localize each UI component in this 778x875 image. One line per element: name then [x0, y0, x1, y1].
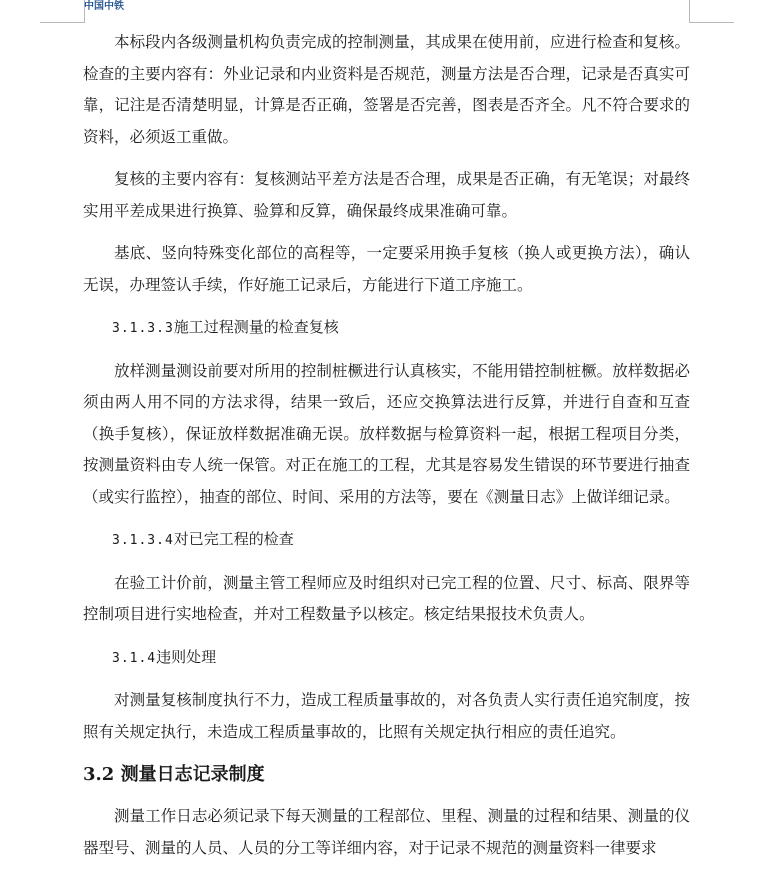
crop-mark-right-horizontal — [690, 22, 734, 23]
subheading-number: 3.1.4 — [112, 650, 157, 666]
paragraph-acceptance-inspection: 在验工计价前，测量主管工程师应及时组织对已完工程的位置、尺寸、标高、限界等控制项目进行实地检查，并对工程数量予以核定。核定结果报技术负责人。 — [83, 573, 690, 623]
subheading-text: 施工过程测量的检查复核 — [173, 318, 339, 336]
section-title-survey-log: 3.2 测量日志记录制度 — [83, 764, 265, 785]
header-logo: 中国中铁 — [84, 1, 124, 12]
subheading-completed-works-check — [83, 524, 690, 557]
subheading-violation-handling — [83, 642, 690, 675]
paragraph-control-survey-check: 本标段内各级测量机构负责完成的控制测量，其成果在使用前，应进行检查和复核。检查的主要内容有：外业记录和内业资料是否规范，测量方法是否合理，记录是否真实可靠，记注是否清楚明显，计算是否正确，签署是否完善，图表是否齐全。凡不符合要求的资料，必须返工重做。 — [83, 33, 690, 146]
crop-mark-left-horizontal — [40, 22, 84, 23]
paragraph-staking-survey: 放样测量测设前要对所用的控制桩橛进行认真核实，不能用错控制桩橛。放样数据必须由两人用不同的方法求得，结果一致后，还应交换算法进行反算，并进行自查和互查（换手复核），保证放样数据准确无误。放样数据与检算资料一起，根据工程项目分类，按测量资料由专人统一保管。对正在施工的工程，尤其是容易发生错误的环节要进行抽查（或实行监控），抽查的部位、时间、采用的方法等，要在《测量日志》上做详细记录。 — [83, 361, 690, 506]
paragraph-elevation-check: 基底、竖向特殊变化部位的高程等，一定要采用换手复核（换人或更换方法），确认无误，办理签认手续，作好施工记录后，方能进行下道工序施工。 — [83, 244, 690, 294]
subheading-construction-survey-check — [83, 312, 690, 345]
paragraph-survey-log: 测量工作日志必须记录下每天测量的工程部位、里程、测量的过程和结果、测量的仪器型号、测量的人员、人员的分工等详细内容，对于记录不规范的测量资料一律要求 — [83, 807, 690, 857]
paragraph-accountability: 对测量复核制度执行不力，造成工程质量事故的，对各负责人实行责任追究制度，按照有关规定执行，未造成工程质量事故的，比照有关规定执行相应的责任追究。 — [83, 691, 690, 741]
subheading-text: 对已完工程的检查 — [173, 530, 294, 548]
subheading-number: 3.1.3.3 — [112, 321, 174, 336]
paragraph-review-content: 复核的主要内容有：复核测站平差方法是否合理，成果是否正确，有无笔误；对最终实用平差成果进行换算、验算和反算，确保最终成果准确可靠。 — [83, 170, 690, 220]
document-body — [83, 27, 690, 875]
subheading-number: 3.1.3.4 — [112, 533, 174, 548]
crop-mark-right-vertical — [689, 0, 690, 23]
subheading-text: 违则处理 — [156, 647, 217, 666]
